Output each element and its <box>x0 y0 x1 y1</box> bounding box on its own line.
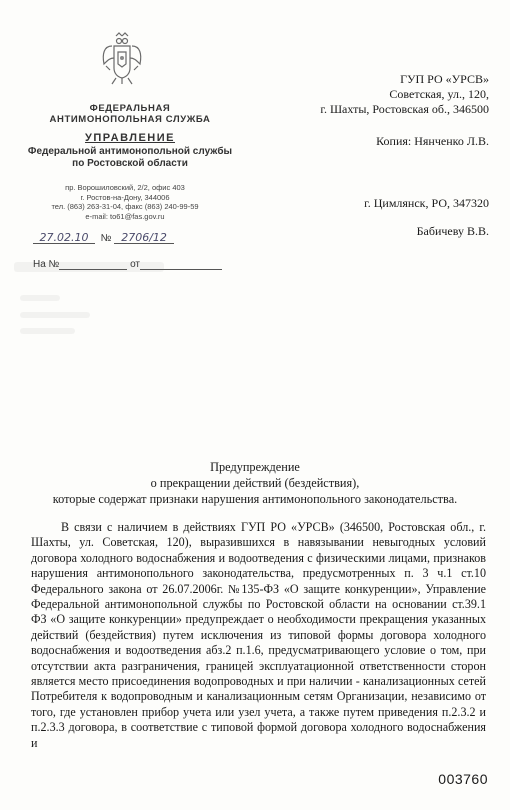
copy-recipient: Копия: Нянченко Л.В. <box>376 134 489 148</box>
number-sign: № <box>100 233 112 244</box>
number-field: 2706/12 <box>114 231 174 244</box>
addressee-block: ГУП РО «УРСВ» Советская, ул., 120, г. Шахты, Ростовская об., 346500 <box>320 72 489 116</box>
org-name: ФЕДЕРАЛЬНАЯ АНТИМОНОПОЛЬНАЯ СЛУЖБА <box>49 103 211 125</box>
copy-person: Бабичеву В.В. <box>416 224 489 238</box>
document-serial-number: 003760 <box>438 771 488 787</box>
outgoing-reference <box>33 231 174 244</box>
document-title: Предупреждение о прекращении действий (бездействия), которые содержат признаки нарушения антимонопольного законодательства. <box>52 460 458 506</box>
incoming-reference: На № от <box>33 257 222 270</box>
copy-city: г. Цимлянск, РО, 347320 <box>364 196 489 210</box>
date-field: 27.02.10 <box>33 231 95 244</box>
dept-name: Федеральной антимонопольной службы по Ростовской области <box>27 146 233 169</box>
coat-of-arms-icon <box>100 30 144 86</box>
body-paragraph: В связи с наличием в действиях ГУП РО «УРСВ» (346500, Ростовская обл., г. Шахты, ул. Советская, 120), выразившихся в навязывании невыгодных условий договора холодного водоснабжения и водоотведения с физическими лицами, признаков нарушения антимонопольного законодательства, предусмотренных п. 3 ч.1 ст.10 Федерального закона от 26.07.2006г. №135-ФЗ «О защите конкуренции», Управление Федеральной антимонопольной службы по Ростовской области на основании ст.39.1 ФЗ «О защите конкуренции» предупреждает о необходимости прекращения указанных действий (бездействия) путем исключения из типовой формы договора холодного водоснабжения и водоотведения абз.2 п.1.6, предусматривающего условие о том, при отсутствии акта разграничения, границей эксплуатационной ответственности сторон является место присоединения водопроводных и при наличии - канализационных сетей Потребителя к водопроводным и канализационным сетям Организации, независимо от того, где установлен прибор учета или узел учета, а также путем приведения п.2.3.2 и п.2.3.3 договора, в соответствие с типовой формой договора холодного водоснабжения и <box>31 520 486 750</box>
dept-title: УПРАВЛЕНИЕ <box>85 132 175 144</box>
org-address: пр. Ворошиловский, 2/2, офис 403 г. Ростов-на-Дону, 344006 тел. (863) 263-31-04, факс (863) 240-99-59 e-mail: to61@fas.gov.ru <box>51 183 199 221</box>
